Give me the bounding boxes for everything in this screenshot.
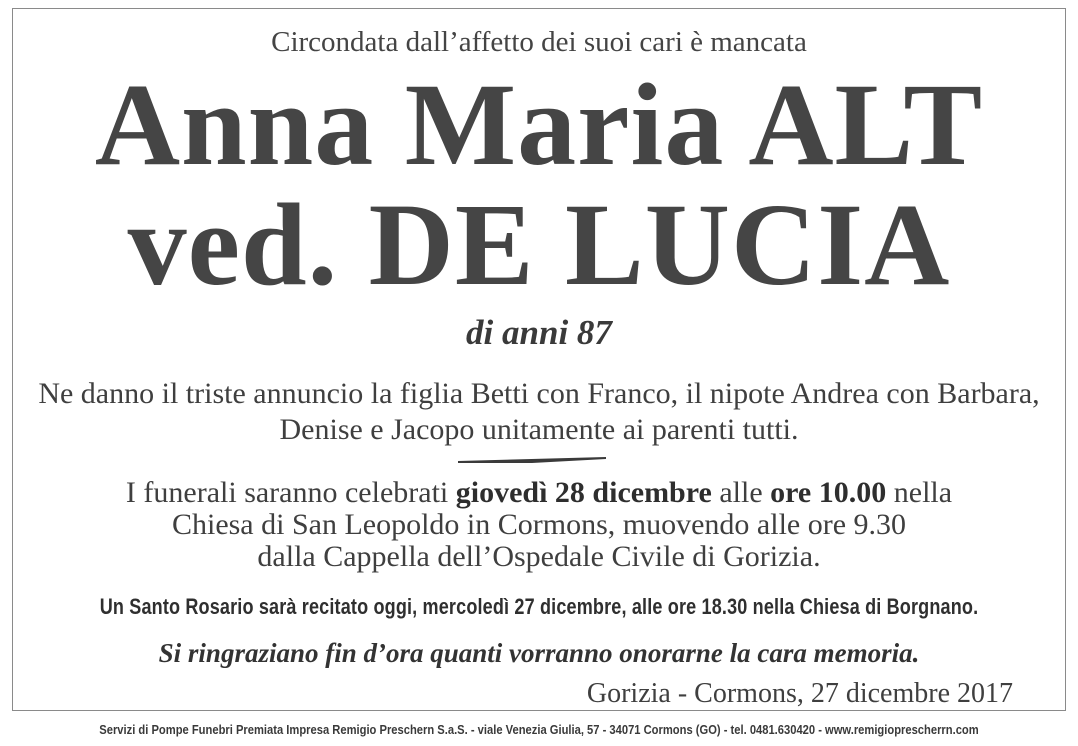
funeral-date: giovedì 28 dicembre: [455, 476, 712, 509]
funeral-line: Chiesa di San Leopoldo in Cormons, muovendo alle ore 9.30: [171, 508, 907, 541]
announcement-line: Ne danno il triste annuncio la figlia Betti con Franco, il nipote Andrea con Barbara,: [38, 377, 1040, 410]
place-date: Gorizia - Cormons, 27 dicembre 2017: [586, 678, 1013, 709]
funeral-line: I funerali saranno celebrati giovedì 28 dicembre alle ore 10.00 nella: [125, 476, 953, 509]
deceased-married-name: ved. DE LUCIA: [127, 179, 951, 310]
divider-ornament: [458, 455, 606, 463]
thanks-text: Si ringraziano fin d’ora quanti vorranno onorarne la cara memoria.: [158, 638, 920, 668]
deceased-name: Anna Maria ALT: [94, 59, 984, 190]
funeral-time: ore 10.00: [770, 476, 887, 509]
rosary-notice: Un Santo Rosario sarà recitato oggi, mercoledì 27 dicembre, alle ore 18.30 nella Chiesa di Borgnano.: [99, 594, 979, 619]
intro-text: Circondata dall’affetto dei suoi cari è mancata: [271, 26, 807, 58]
funeral-details: [0, 477, 1078, 573]
funeral-line: dalla Cappella dell’Ospedale Civile di Gorizia.: [257, 540, 821, 573]
age-text: di anni 87: [466, 313, 612, 352]
announcement: [0, 376, 1078, 448]
announcement-line: Denise e Jacopo unitamente ai parenti tutti.: [279, 413, 799, 446]
funeral-home-footer: Servizi di Pompe Funebri Premiata Impresa Remigio Preschern S.a.S. - viale Venezia Giulia, 57 - 34071 Cormons (GO) - tel. 0481.630420 - www.remigioprescherrn.com: [99, 722, 979, 737]
